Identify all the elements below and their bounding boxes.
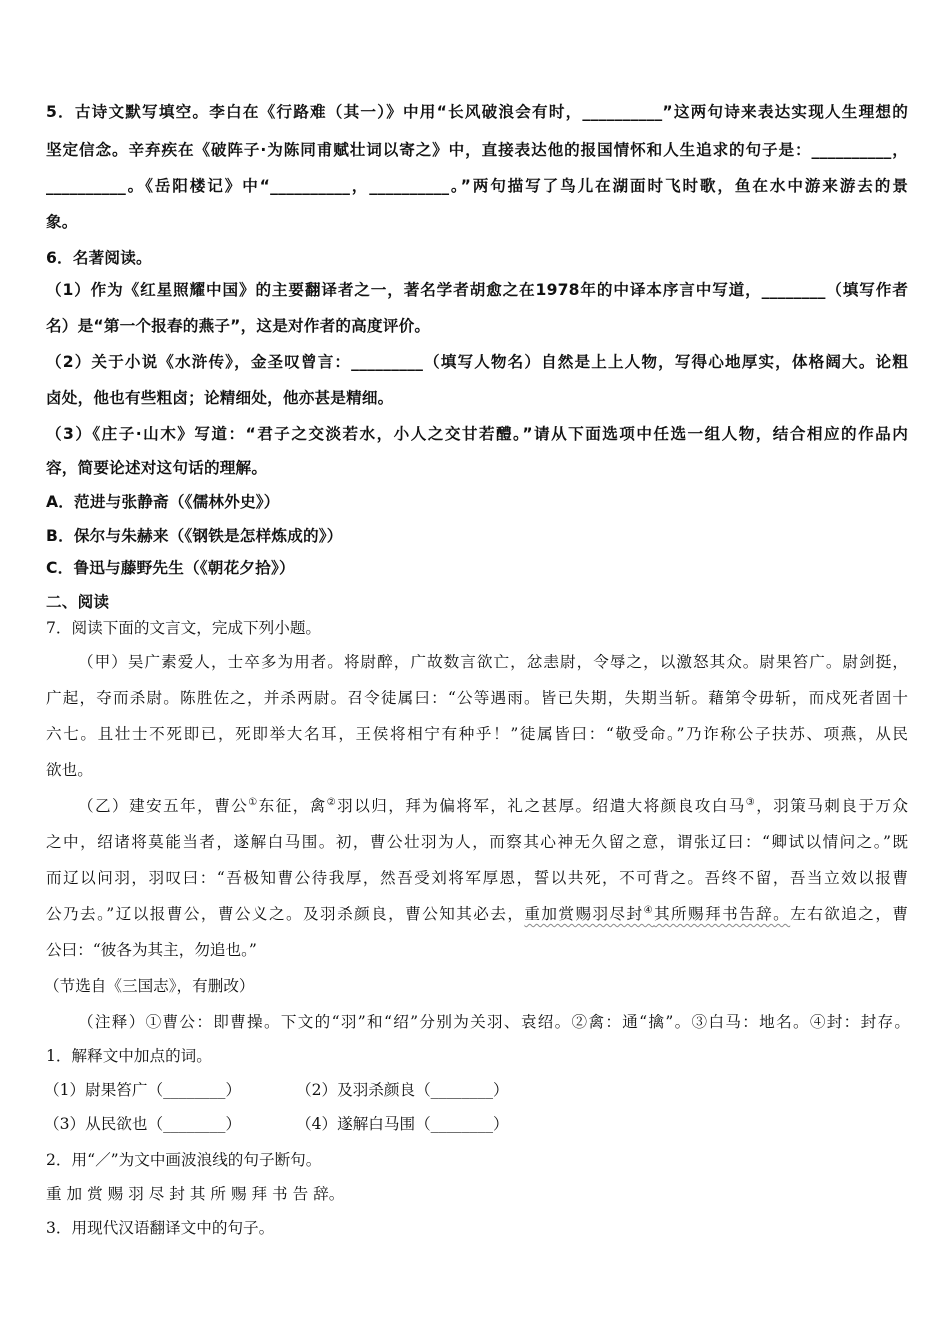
yi-text: 公乃去。”辽以报曹公，曹公义之。及羽杀颜良，曹公知其必去， [46,905,525,923]
sub1-title: 1．解释文中加点的词。 [46,1047,212,1065]
yi-text: ，羽策马刺良于万众 [756,797,908,815]
sub1-item-3: （3）从民欲也（________） [44,1115,242,1133]
note-marker-2: ② [326,797,338,808]
wavy-underlined-sentence [524,905,790,923]
yi-text: 东征，禽 [258,797,327,815]
yi-line-3: 而辽以问羽，羽叹曰：“吾极知曹公待我厚，然吾受刘将军厚恩，誓以共死，不可背之。吾终不留，吾当立效以报曹 [46,869,908,887]
jia-line-1: （甲）吴广素爱人，士卒多为用者。将尉醉，广故数言欲亡，忿恚尉，令辱之，以激怒其众。尉果笞广。尉剑挺， [78,653,908,671]
sub2-sentence: 重 加 赏 赐 羽 尽 封 其 所 赐 拜 书 告 辞。 [46,1185,345,1203]
q6-option-a: A．范进与张静斋（《儒林外史》） [46,493,280,511]
yi-line-1 [78,795,908,817]
q5-line-4: 象。 [46,213,78,231]
q5-line-3: __________。《岳阳楼记》中“__________，__________。”两句描写了鸟儿在湖面时飞时歌，鱼在水中游来游去的景 [46,177,908,195]
q6-line-5: （3）《庄子·山木》写道：“君子之交淡若水，小人之交甘若醴。”请从下面选项中任选一组人物，结合相应的作品内 [46,425,908,443]
jia-line-3: 六七。且壮士不死即已，死即举大名耳，王侯将相宁有种乎！”徒属皆曰：“敬受命。”乃诈称公子扶苏、项燕，从民 [46,725,908,743]
sub3-title: 3．用现代汉语翻译文中的句子。 [46,1219,275,1237]
yi-text: （乙）建安五年，曹公 [78,797,249,815]
source-note: （节选自《三国志》，有删改） [44,977,255,995]
sub1-item-2: （2）及羽杀颜良（________） [296,1081,509,1099]
yi-text: 左右欲追之，曹 [790,905,908,923]
sub2-title: 2．用“／”为文中画波浪线的句子断句。 [46,1151,322,1169]
sub1-item-4: （4）遂解白马围（________） [296,1115,509,1133]
sub1-item-1: （1）尉果笞广（________） [44,1081,242,1099]
yi-text: 其所赐拜书告辞。 [653,905,791,923]
note-marker-4: ④ [643,905,654,916]
q6-line-3: （2）关于小说《水浒传》，金圣叹曾言：_________（填写人物名）自然是上上人物，写得心地厚实，体格阔大。论粗 [46,353,908,371]
jia-line-2: 广起，夺而杀尉。陈胜佐之，并杀两尉。召令徒属曰：“公等遇雨。皆已失期，失期当斩。藉第令毋斩，而戍死者固十 [46,689,908,707]
q5-line-2: 坚定信念。辛弃疾在《破阵子·为陈同甫赋壮词以寄之》中，直接表达他的报国情怀和人生追求的句子是：__________， [46,141,908,159]
jia-line-4: 欲也。 [46,761,93,779]
q6-line-1: （1）作为《红星照耀中国》的主要翻译者之一，著名学者胡愈之在1978年的中译本序言中写道，________（填写作者 [46,281,908,299]
q6-line-2: 名）是“第一个报春的燕子”，这是对作者的高度评价。 [46,317,431,335]
section-title-reading: 二、阅读 [46,593,110,611]
q6-line-4: 卤处，他也有些粗卤；论精细处，他亦甚是精细。 [46,389,394,407]
note-marker-1: ① [248,797,259,808]
annotations: （注释）①曹公：即曹操。下文的“羽”和“绍”分别为关羽、袁绍。②禽：通“擒”。③白马：地名。④封：封存。 [78,1013,910,1031]
q6-option-c: C．鲁迅与藤野先生（《朝花夕拾》） [46,559,295,577]
yi-line-2: 之中，绍诸将莫能当者，遂解白马围。初，曹公壮羽为人，而察其心神无久留之意，谓张辽曰：“卿试以情问之。”既 [46,833,908,851]
yi-text: 重加赏赐羽尽封 [524,905,644,923]
yi-line-5: 公曰：“彼各为其主，勿追也。” [46,941,257,959]
q7-title: 7．阅读下面的文言文，完成下列小题。 [46,619,322,637]
q5-line-1: 5．古诗文默写填空。李白在《行路难（其一）》中用“长风破浪会有时，__________”这两句诗来表达实现人生理想的 [46,103,908,121]
yi-text: 羽以归，拜为偏将军，礼之甚厚。绍遣大将颜良攻白马 [337,797,746,815]
note-marker-3: ③ [745,797,757,808]
yi-line-4 [46,903,908,925]
q6-line-6: 容，简要论述对这句话的理解。 [46,459,268,477]
q6-title: 6．名著阅读。 [46,249,152,267]
q6-option-b: B．保尔与朱赫来（《钢铁是怎样炼成的》） [46,527,343,545]
